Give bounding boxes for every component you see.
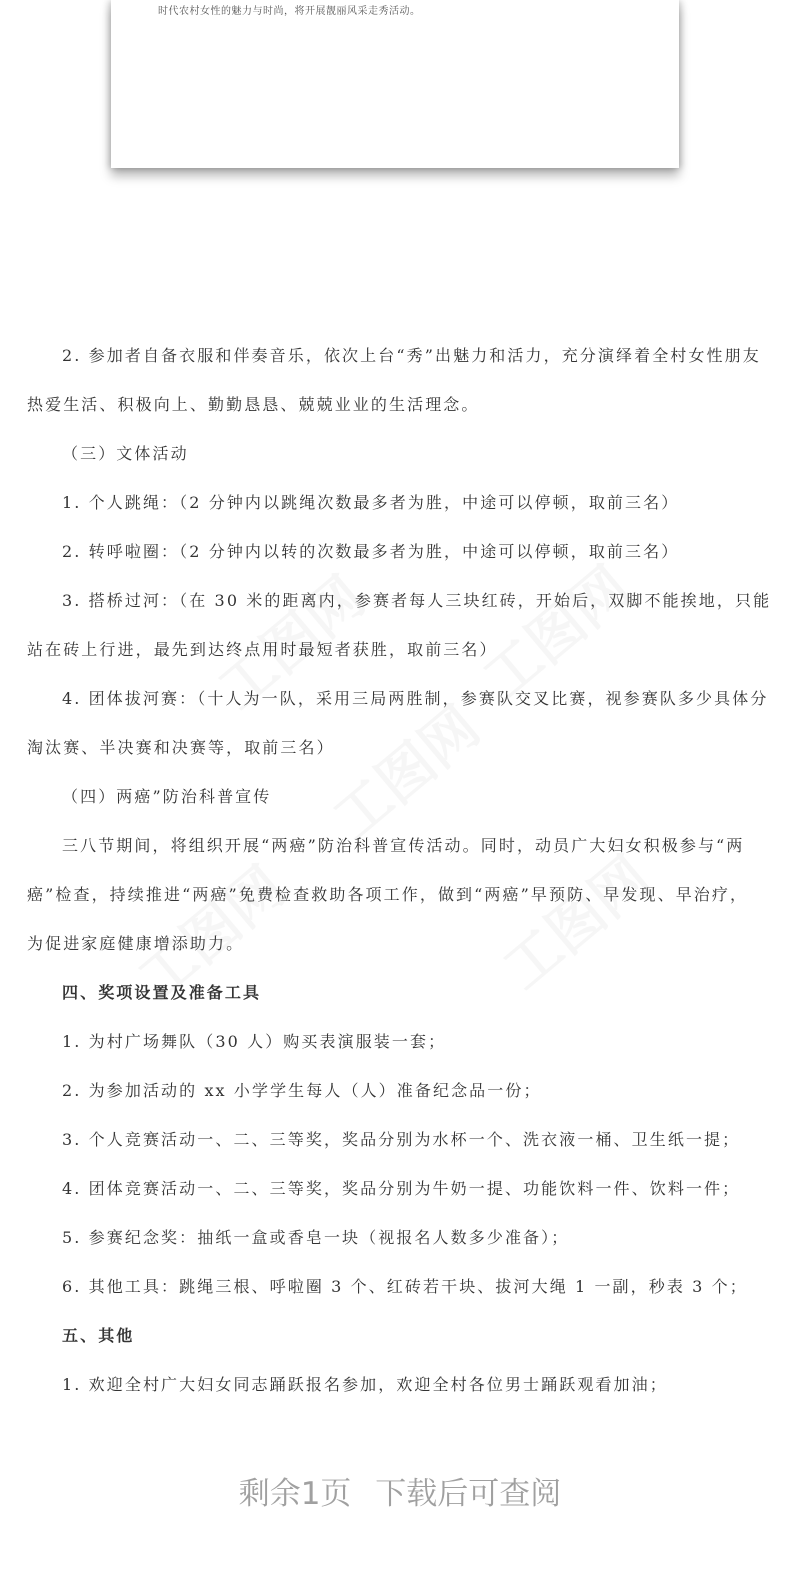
remaining-pages-notice[interactable]: 剩余1页 下载后可查阅 <box>238 1476 562 1512</box>
paragraph-line: 3. 搭桥过河：（在 30 米的距离内，参赛者每人三块红砖，开始后，双脚不能挨地，只能 <box>62 591 772 610</box>
paragraph-line: 3. 个人竞赛活动一、二、三等奖，奖品分别为水杯一个、洗衣液一桶、卫生纸一提； <box>62 1130 741 1149</box>
paragraph-line: 2. 为参加活动的 xx 小学学生每人（人）准备纪念品一份； <box>62 1081 542 1100</box>
watermark <box>314 685 494 854</box>
section-heading: 五、其他 <box>62 1326 135 1345</box>
paragraph-line: 热爱生活、积极向上、勤勤恳恳、兢兢业业的生活理念。 <box>27 395 480 414</box>
paragraph-line: 4. 团体拔河赛：（十人为一队，采用三局两胜制，参赛队交叉比赛，视参赛队多少具体分 <box>62 689 769 708</box>
section-heading: 四、奖项设置及准备工具 <box>62 983 262 1002</box>
section-heading: （四）两癌”防治科普宣传 <box>62 787 272 806</box>
paragraph-line: 站在砖上行进，最先到达终点用时最短者获胜，取前三名） <box>27 640 498 659</box>
previous-page-preview <box>111 0 679 168</box>
paragraph-line: 癌”检查，持续推进“两癌”免费检查救助各项工作，做到“两癌”早预防、早发现、早治疗， <box>27 885 749 904</box>
section-heading: （三）文体活动 <box>62 444 189 463</box>
paragraph-line: 2. 参加者自备衣服和伴奏音乐，依次上台“秀”出魅力和活力，充分演绎着全村女性朋友 <box>62 346 761 365</box>
paragraph-line: 2. 转呼啦圈：（2 分钟内以转的次数最多者为胜，中途可以停顿，取前三名） <box>62 542 680 561</box>
preview-snippet-text: 时代农村女性的魅力与时尚，将开展靓丽风采走秀活动。 <box>158 6 421 17</box>
paragraph-line: 1. 个人跳绳：（2 分钟内以跳绳次数最多者为胜，中途可以停顿，取前三名） <box>62 493 680 512</box>
paragraph-line: 1. 为村广场舞队（30 人）购买表演服装一套； <box>62 1032 447 1051</box>
paragraph-line: 6. 其他工具：跳绳三根、呼啦圈 3 个、红砖若干块、拔河大绳 1 一副，秒表 3 个； <box>62 1277 748 1296</box>
paragraph-line: 淘汰赛、半决赛和决赛等，取前三名） <box>27 738 335 757</box>
watermark <box>484 835 664 1004</box>
paragraph-line: 为促进家庭健康增添助力。 <box>27 934 245 953</box>
paragraph-line: 1. 欢迎全村广大妇女同志踊跃报名参加，欢迎全村各位男士踊跃观看加油； <box>62 1375 668 1394</box>
paragraph-line: 4. 团体竞赛活动一、二、三等奖，奖品分别为牛奶一提、功能饮料一件、饮料一件； <box>62 1179 741 1198</box>
paragraph-line: 三八节期间，将组织开展“两癌”防治科普宣传活动。同时，动员广大妇女积极参与“两 <box>62 836 745 855</box>
paragraph-line: 5. 参赛纪念奖：抽纸一盒或香皂一块（视报名人数多少准备）； <box>62 1228 570 1247</box>
